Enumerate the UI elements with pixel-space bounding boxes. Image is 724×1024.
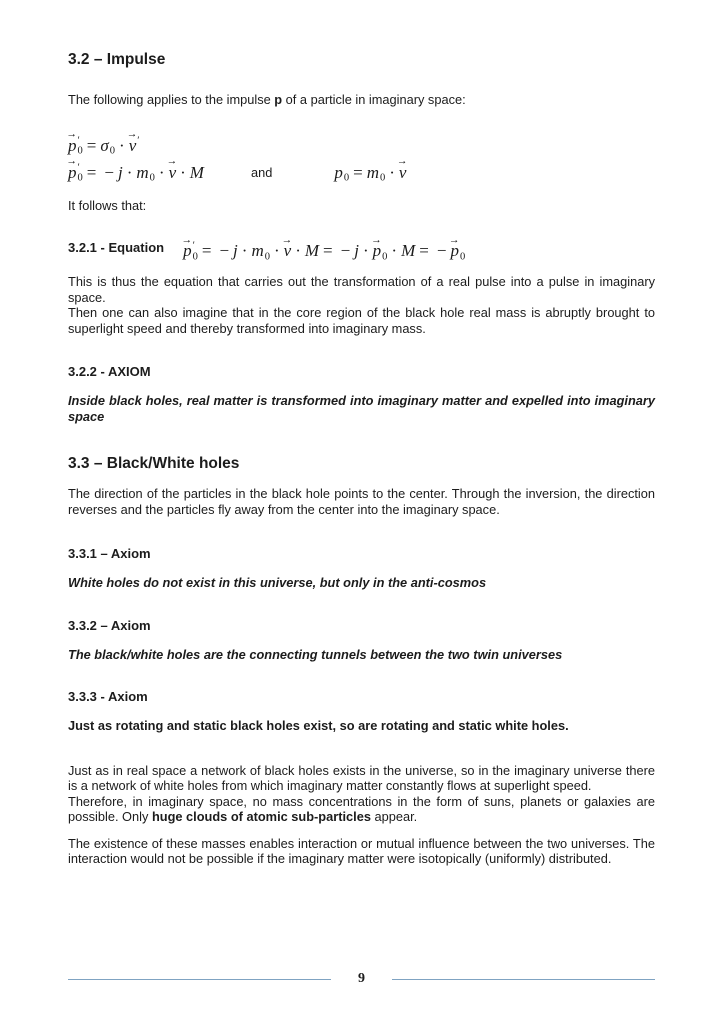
page-footer bbox=[68, 971, 655, 987]
subheading-3-3-3: 3.3.3 - Axiom bbox=[68, 689, 148, 705]
equation-3-2-1: p → ′ 0 = − j · m 0 · v → · M = − j · p → 0 · M = − p → 0 bbox=[183, 234, 465, 261]
axiom-3-3-2-text: The black/white holes are the connecting tunnels between the two twin universes bbox=[68, 646, 563, 662]
paragraph-existence: The existence of these masses enables interaction or mutual influence between the two universes. The interaction would not be possible if the imaginary matter were isotopically (uniformly) distributed. bbox=[68, 835, 655, 867]
equation-p-real: p 0 = m 0 · v → bbox=[334, 156, 406, 183]
connector-and: and bbox=[250, 164, 273, 180]
paragraph-network: Just as in real space a network of black holes exists in the universe, so in the imaginary universe there is a network of white holes from which imaginary matter constantly flows at superlight speed. bbox=[68, 762, 655, 794]
axiom-3-2-2-text: Inside black holes, real matter is transformed into imaginary matter and expelled into imaginary space bbox=[68, 393, 655, 424]
footer-rule-left bbox=[68, 979, 331, 980]
intro-paragraph: The following applies to the impulse p of a particle in imaginary space: bbox=[68, 92, 466, 107]
equation-row-impulse bbox=[68, 156, 655, 183]
section-heading-3-3: 3.3 – Black/White holes bbox=[68, 455, 240, 473]
equation-p-imaginary: p → ′ 0 = − j · m 0 · v → · M bbox=[68, 156, 204, 183]
equation-p-sigma-v: p → ′ 0 = σ 0 · v → ′ bbox=[68, 129, 655, 156]
subheading-3-2-2: 3.2.2 - AXIOM bbox=[68, 364, 151, 380]
paragraph-transformation: This is thus the equation that carries out the transformation of a real pulse into a pulse in imaginary space. bbox=[68, 274, 655, 305]
paragraph-therefore: Therefore, in imaginary space, no mass concentrations in the form of suns, planets or galaxies are possible. Only huge clouds of atomic sub-particles appear. bbox=[68, 793, 655, 825]
subheading-3-3-2: 3.3.2 – Axiom bbox=[68, 617, 151, 633]
section-heading-3-2: 3.2 – Impulse bbox=[68, 51, 166, 68]
follows-text: It follows that: bbox=[68, 197, 147, 213]
paragraph-core-region: Then one can also imagine that in the core region of the black hole real mass is abruptly brought to superlight speed and thereby transformed into imaginary mass. bbox=[68, 305, 655, 336]
page-number: 9 bbox=[358, 971, 365, 986]
paragraph-direction: The direction of the particles in the black hole points to the center. Through the inversion, the direction reverses and the particles fly away from the center into the imaginary space. bbox=[68, 486, 655, 517]
footer-rule-right bbox=[392, 979, 655, 980]
axiom-3-3-1-text: White holes do not exist in this universe, but only in the anti-cosmos bbox=[68, 575, 487, 591]
axiom-3-3-3-text: Just as rotating and static black holes exist, so are rotating and static white holes. bbox=[68, 718, 569, 734]
subheading-3-3-1: 3.3.1 – Axiom bbox=[68, 546, 151, 562]
equation-3-2-1-row bbox=[68, 234, 655, 261]
subheading-3-2-1: 3.2.1 - Equation bbox=[68, 239, 165, 255]
